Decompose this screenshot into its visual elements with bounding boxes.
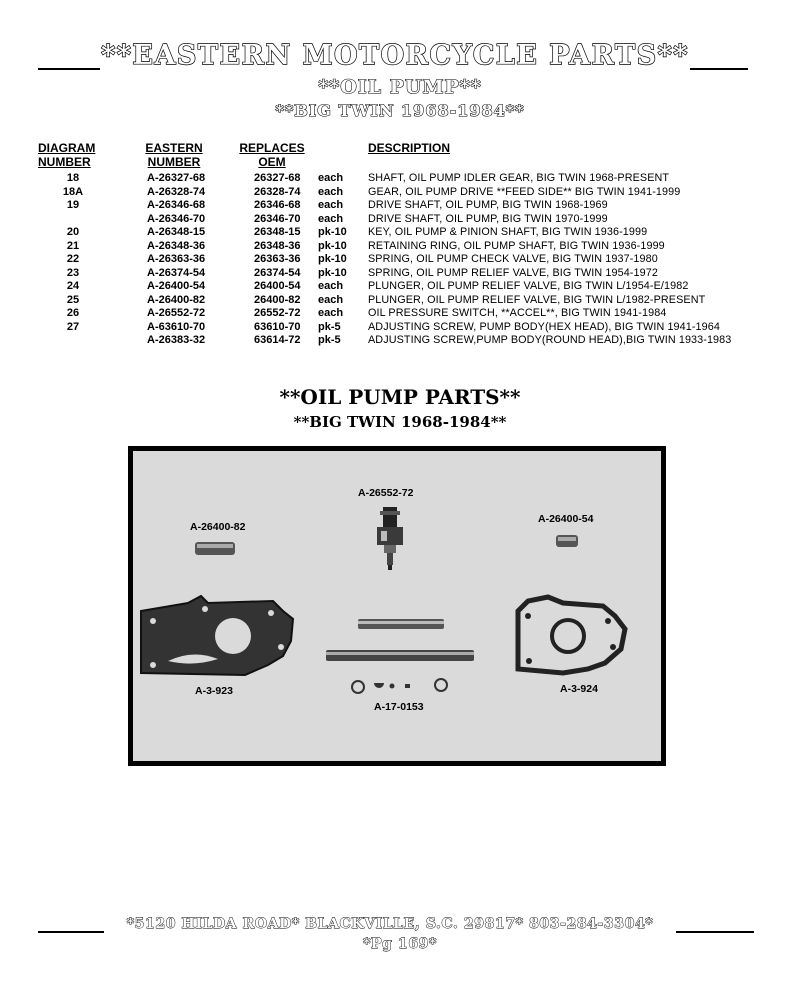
part-description: PLUNGER, OIL PUMP RELIEF VALVE, BIG TWIN L/1954-E/1982 — [368, 280, 689, 292]
oem-number: 26400-54 — [254, 280, 301, 292]
diagram-number: 25 — [66, 293, 80, 306]
oem-number: 26374-54 — [254, 266, 301, 279]
part-description: DRIVE SHAFT, OIL PUMP, BIG TWIN 1970-1999 — [368, 212, 608, 225]
oem-number: 26400-82 — [254, 293, 301, 306]
eastern-number: A-26400-54 — [147, 280, 206, 292]
table-row — [0, 226, 800, 239]
col-header-eastern: EASTERN NUMBER — [145, 141, 203, 169]
footer-address: *5120 HILDA ROAD* BLACKVILLE, S.C. 29817* 803-284-3304* — [126, 916, 654, 932]
oem-number: 26348-36 — [254, 239, 301, 252]
eastern-number: A-26400-82 — [147, 293, 206, 306]
diagram-number: 19 — [66, 199, 80, 211]
diagram-number: 26 — [66, 307, 80, 319]
oem-number: 26363-36 — [254, 253, 301, 265]
plunger-left — [195, 542, 235, 555]
label-gasket-left: A-3-923 — [195, 685, 233, 697]
plunger-right — [556, 535, 578, 547]
part-description: SPRING, OIL PUMP CHECK VALVE, BIG TWIN 1937-1980 — [368, 253, 658, 265]
page-title: **EASTERN MOTORCYCLE PARTS** — [101, 40, 689, 71]
parts-section-title: **OIL PUMP PARTS** — [279, 385, 521, 409]
eastern-number: A-26348-15 — [147, 226, 206, 238]
footer-rule-right — [676, 931, 754, 933]
label-plunger-left: A-26400-82 — [190, 521, 246, 533]
page-number: *Pg 169* — [363, 936, 437, 952]
col-header-diagram: DIAGRAM NUMBER — [38, 141, 96, 169]
parts-photo — [128, 446, 666, 766]
label-plunger-right: A-26400-54 — [538, 513, 594, 525]
package-unit: each — [318, 293, 344, 306]
eastern-number: A-26552-72 — [147, 307, 206, 319]
table-row — [0, 267, 800, 280]
package-unit: each — [318, 172, 344, 184]
table-row — [0, 240, 800, 253]
table-row — [0, 172, 800, 185]
oem-number: 63614-72 — [254, 334, 301, 346]
diagram-number: 24 — [66, 280, 80, 292]
header-rule-left — [38, 68, 100, 70]
oil-pressure-switch — [377, 507, 403, 570]
label-gasket-right: A-3-924 — [560, 683, 598, 695]
part-description: SHAFT, OIL PUMP IDLER GEAR, BIG TWIN 1968-PRESENT — [368, 172, 670, 184]
part-description: ADJUSTING SCREW, PUMP BODY(HEX HEAD), BIG TWIN 1941-1964 — [368, 320, 720, 333]
part-description: DRIVE SHAFT, OIL PUMP, BIG TWIN 1968-1969 — [368, 199, 608, 211]
page-subtitle-range: **BIG TWIN 1968-1984** — [275, 101, 525, 120]
label-oil-pressure-switch: A-26552-72 — [358, 487, 414, 499]
package-unit: pk-10 — [318, 253, 347, 265]
eastern-number: A-63610-70 — [147, 320, 206, 333]
header-rule-right — [690, 68, 748, 70]
eastern-number: A-26363-36 — [147, 253, 206, 265]
oem-number: 26328-74 — [254, 185, 301, 198]
package-unit: pk-5 — [318, 320, 341, 333]
package-unit: pk-10 — [318, 239, 347, 252]
diagram-number: 21 — [66, 239, 80, 252]
oem-number: 26346-68 — [254, 199, 301, 211]
package-unit: pk-10 — [318, 226, 347, 238]
diagram-number: 18 — [66, 172, 80, 184]
oem-number: 63610-70 — [254, 320, 301, 333]
col-header-description: DESCRIPTION — [368, 141, 451, 155]
package-unit: each — [318, 185, 344, 198]
diagram-number: 18A — [62, 185, 84, 198]
part-description: SPRING, OIL PUMP RELIEF VALVE, BIG TWIN 1954-1972 — [368, 266, 658, 279]
oem-number: 26346-70 — [254, 212, 301, 225]
part-description: ADJUSTING SCREW,PUMP BODY(ROUND HEAD),BIG TWIN 1933-1983 — [368, 334, 732, 346]
diagram-number: 27 — [66, 320, 80, 333]
page-subtitle: **OIL PUMP** — [318, 76, 482, 98]
table-row — [0, 294, 800, 307]
part-description: KEY, OIL PUMP & PINION SHAFT, BIG TWIN 1936-1999 — [368, 226, 648, 238]
eastern-number: A-26348-36 — [147, 239, 206, 252]
shaft-short — [358, 619, 444, 629]
gasket-left — [141, 596, 293, 675]
oem-number: 26348-15 — [254, 226, 301, 238]
part-description: GEAR, OIL PUMP DRIVE **FEED SIDE** BIG TWIN 1941-1999 — [368, 185, 681, 198]
diagram-number: 20 — [66, 226, 80, 238]
table-row — [0, 321, 800, 334]
oem-number: 26327-68 — [254, 172, 301, 184]
package-unit: each — [318, 280, 344, 292]
footer-rule-left — [38, 931, 104, 933]
part-description: PLUNGER, OIL PUMP RELIEF VALVE, BIG TWIN L/1982-PRESENT — [368, 293, 706, 306]
part-description: RETAINING RING, OIL PUMP SHAFT, BIG TWIN 1936-1999 — [368, 239, 665, 252]
package-unit: pk-5 — [318, 334, 341, 346]
package-unit: pk-10 — [318, 266, 347, 279]
small-parts-kit — [352, 679, 447, 693]
col-header-replaces: REPLACES OEM — [239, 141, 305, 169]
eastern-number: A-26328-74 — [147, 185, 206, 198]
parts-photo-area — [133, 451, 661, 761]
parts-section-subtitle: **BIG TWIN 1968-1984** — [293, 413, 507, 431]
label-small-parts-kit: A-17-0153 — [374, 701, 424, 713]
table-row — [0, 199, 800, 212]
diagram-number: 22 — [66, 253, 80, 265]
eastern-number: A-26383-32 — [147, 334, 206, 346]
diagram-number: 23 — [66, 266, 80, 279]
table-row — [0, 280, 800, 293]
gasket-right — [518, 597, 625, 673]
package-unit: each — [318, 212, 344, 225]
table-row — [0, 307, 800, 320]
oem-number: 26552-72 — [254, 307, 301, 319]
eastern-number: A-26327-68 — [147, 172, 206, 184]
table-row — [0, 186, 800, 199]
table-row — [0, 213, 800, 226]
eastern-number: A-26346-68 — [147, 199, 206, 211]
table-row — [0, 334, 800, 347]
eastern-number: A-26374-54 — [147, 266, 206, 279]
package-unit: each — [318, 307, 344, 319]
table-row — [0, 253, 800, 266]
package-unit: each — [318, 199, 344, 211]
part-description: OIL PRESSURE SWITCH, **ACCEL**, BIG TWIN 1941-1984 — [368, 307, 667, 319]
shaft-long — [326, 650, 474, 661]
eastern-number: A-26346-70 — [147, 212, 206, 225]
